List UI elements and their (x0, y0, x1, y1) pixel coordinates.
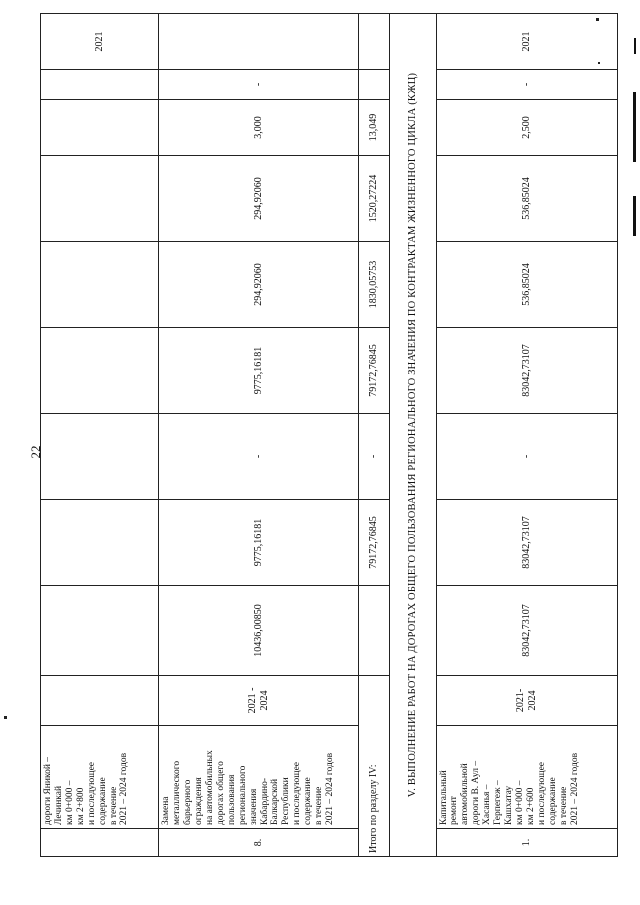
cell-c6: 294,92060 (159, 156, 359, 242)
description-line: в течение (558, 786, 569, 825)
work-description (436, 726, 617, 829)
cell-c1: 83042,73107 (436, 586, 617, 676)
description-line: и последующее (86, 761, 97, 825)
cell-c5: 294,92060 (159, 242, 359, 328)
cell-c4 (41, 328, 159, 414)
total-label: Итого по разделу IV: (359, 676, 390, 857)
description-line: автомобильной (460, 763, 471, 825)
description-line: Кашхатау (504, 785, 515, 825)
period-cell (41, 676, 159, 726)
description-line: и последующее (292, 761, 303, 825)
page-number: 22 (28, 445, 43, 459)
cell-c3: - (359, 414, 390, 500)
total-row (359, 14, 390, 857)
cell-c8 (359, 70, 390, 100)
description-line: км 0+000 – (64, 780, 75, 825)
description-line: барьерного (183, 779, 194, 825)
cell-c5 (41, 242, 159, 328)
description-line: Герпегеж – (493, 780, 504, 825)
cell-c6: 1520,27224 (359, 156, 390, 242)
cell-year: 2021 (41, 14, 159, 70)
description-line: 2021 – 2024 годов (119, 752, 130, 825)
cell-c8 (41, 70, 159, 100)
description-line: на автомобильных (204, 750, 215, 825)
cell-c5: 536,85024 (436, 242, 617, 328)
cell-c3: - (159, 414, 359, 500)
work-description (159, 726, 359, 829)
cell-c1: 10436,00850 (159, 586, 359, 676)
description-line: значения (248, 788, 259, 825)
description-line: дорогах общего (215, 761, 226, 825)
description-line: ограждения (194, 777, 205, 825)
description-line: Балкарской (270, 778, 281, 825)
description-line: содержание (97, 777, 108, 825)
cell-c1 (359, 586, 390, 676)
cell-c7: 13,049 (359, 100, 390, 156)
description-line: Капитальный (438, 770, 449, 825)
table-frame (40, 31, 618, 857)
row-number: 1. (436, 829, 617, 857)
works-table (40, 13, 618, 857)
description-line: Республики (281, 777, 292, 825)
description-line: 2021 – 2024 годов (569, 752, 580, 825)
cell-c2 (41, 500, 159, 586)
description-line: и последующее (536, 761, 547, 825)
description-line: содержание (547, 777, 558, 825)
work-description (41, 726, 159, 829)
cell-c6 (41, 156, 159, 242)
period-cell: 2021- 2024 (436, 676, 617, 726)
section-row (389, 14, 436, 857)
cell-c4: 83042,73107 (436, 328, 617, 414)
description-line: км 2+600 (525, 787, 536, 825)
cell-c8: - (436, 70, 617, 100)
cell-year: 2021 (436, 14, 617, 70)
description-line: в течение (108, 786, 119, 825)
cell-c8: - (159, 70, 359, 100)
description-line: в течение (314, 786, 325, 825)
period-cell: 2021 - 2024 (159, 676, 359, 726)
table-row (41, 14, 159, 857)
table-row (159, 14, 359, 857)
cell-c2: 83042,73107 (436, 500, 617, 586)
scan-edge-mark (633, 92, 636, 162)
cell-c4: 9775,16181 (159, 328, 359, 414)
rotated-sheet (40, 31, 618, 857)
scan-speck (4, 716, 7, 719)
description-line: пользования (226, 774, 237, 825)
description-line: Кабардино- (259, 777, 270, 825)
description-line: дороги В. Аул – (471, 760, 482, 825)
row-number (41, 829, 159, 857)
description-line: дороги Яникой – (43, 756, 53, 825)
description-line: км 0+000 – (514, 780, 525, 825)
scan-edge-mark (634, 38, 636, 54)
row-number: 8. (159, 829, 359, 857)
description-line: содержание (303, 777, 314, 825)
cell-c3 (41, 414, 159, 500)
cell-c5: 1830,05753 (359, 242, 390, 328)
table-row (436, 14, 617, 857)
cell-year (159, 14, 359, 70)
cell-c2: 79172,76845 (359, 500, 390, 586)
description-line: регионального (237, 765, 248, 825)
cell-year (359, 14, 390, 70)
description-line: Лечинкай (53, 785, 64, 825)
description-line: 2021 – 2024 годов (325, 752, 336, 825)
cell-c7: 2,500 (436, 100, 617, 156)
section-heading: V. ВЫПОЛНЕНИЕ РАБОТ НА ДОРОГАХ ОБЩЕГО ПОЛЬЗОВАНИЯ РЕГИОНАЛЬНОГО ЗНАЧЕНИЯ ПО КОНТРАКТАМ ЖИЗНЕННОГО ЦИКЛА (КЖЦ) (389, 14, 436, 857)
description-line: Хасанья – (482, 784, 493, 825)
cell-c7 (41, 100, 159, 156)
cell-c4: 79172,76845 (359, 328, 390, 414)
cell-c6: 536,85024 (436, 156, 617, 242)
cell-c7: 3,000 (159, 100, 359, 156)
scan-edge-mark (633, 196, 636, 236)
cell-c3: - (436, 414, 617, 500)
description-line: ремонт (449, 796, 460, 825)
cell-c2: 9775,16181 (159, 500, 359, 586)
cell-c1 (41, 586, 159, 676)
description-line: км 2+800 (75, 787, 86, 825)
description-line: металлического (172, 760, 183, 825)
description-line: Замена (161, 796, 172, 825)
